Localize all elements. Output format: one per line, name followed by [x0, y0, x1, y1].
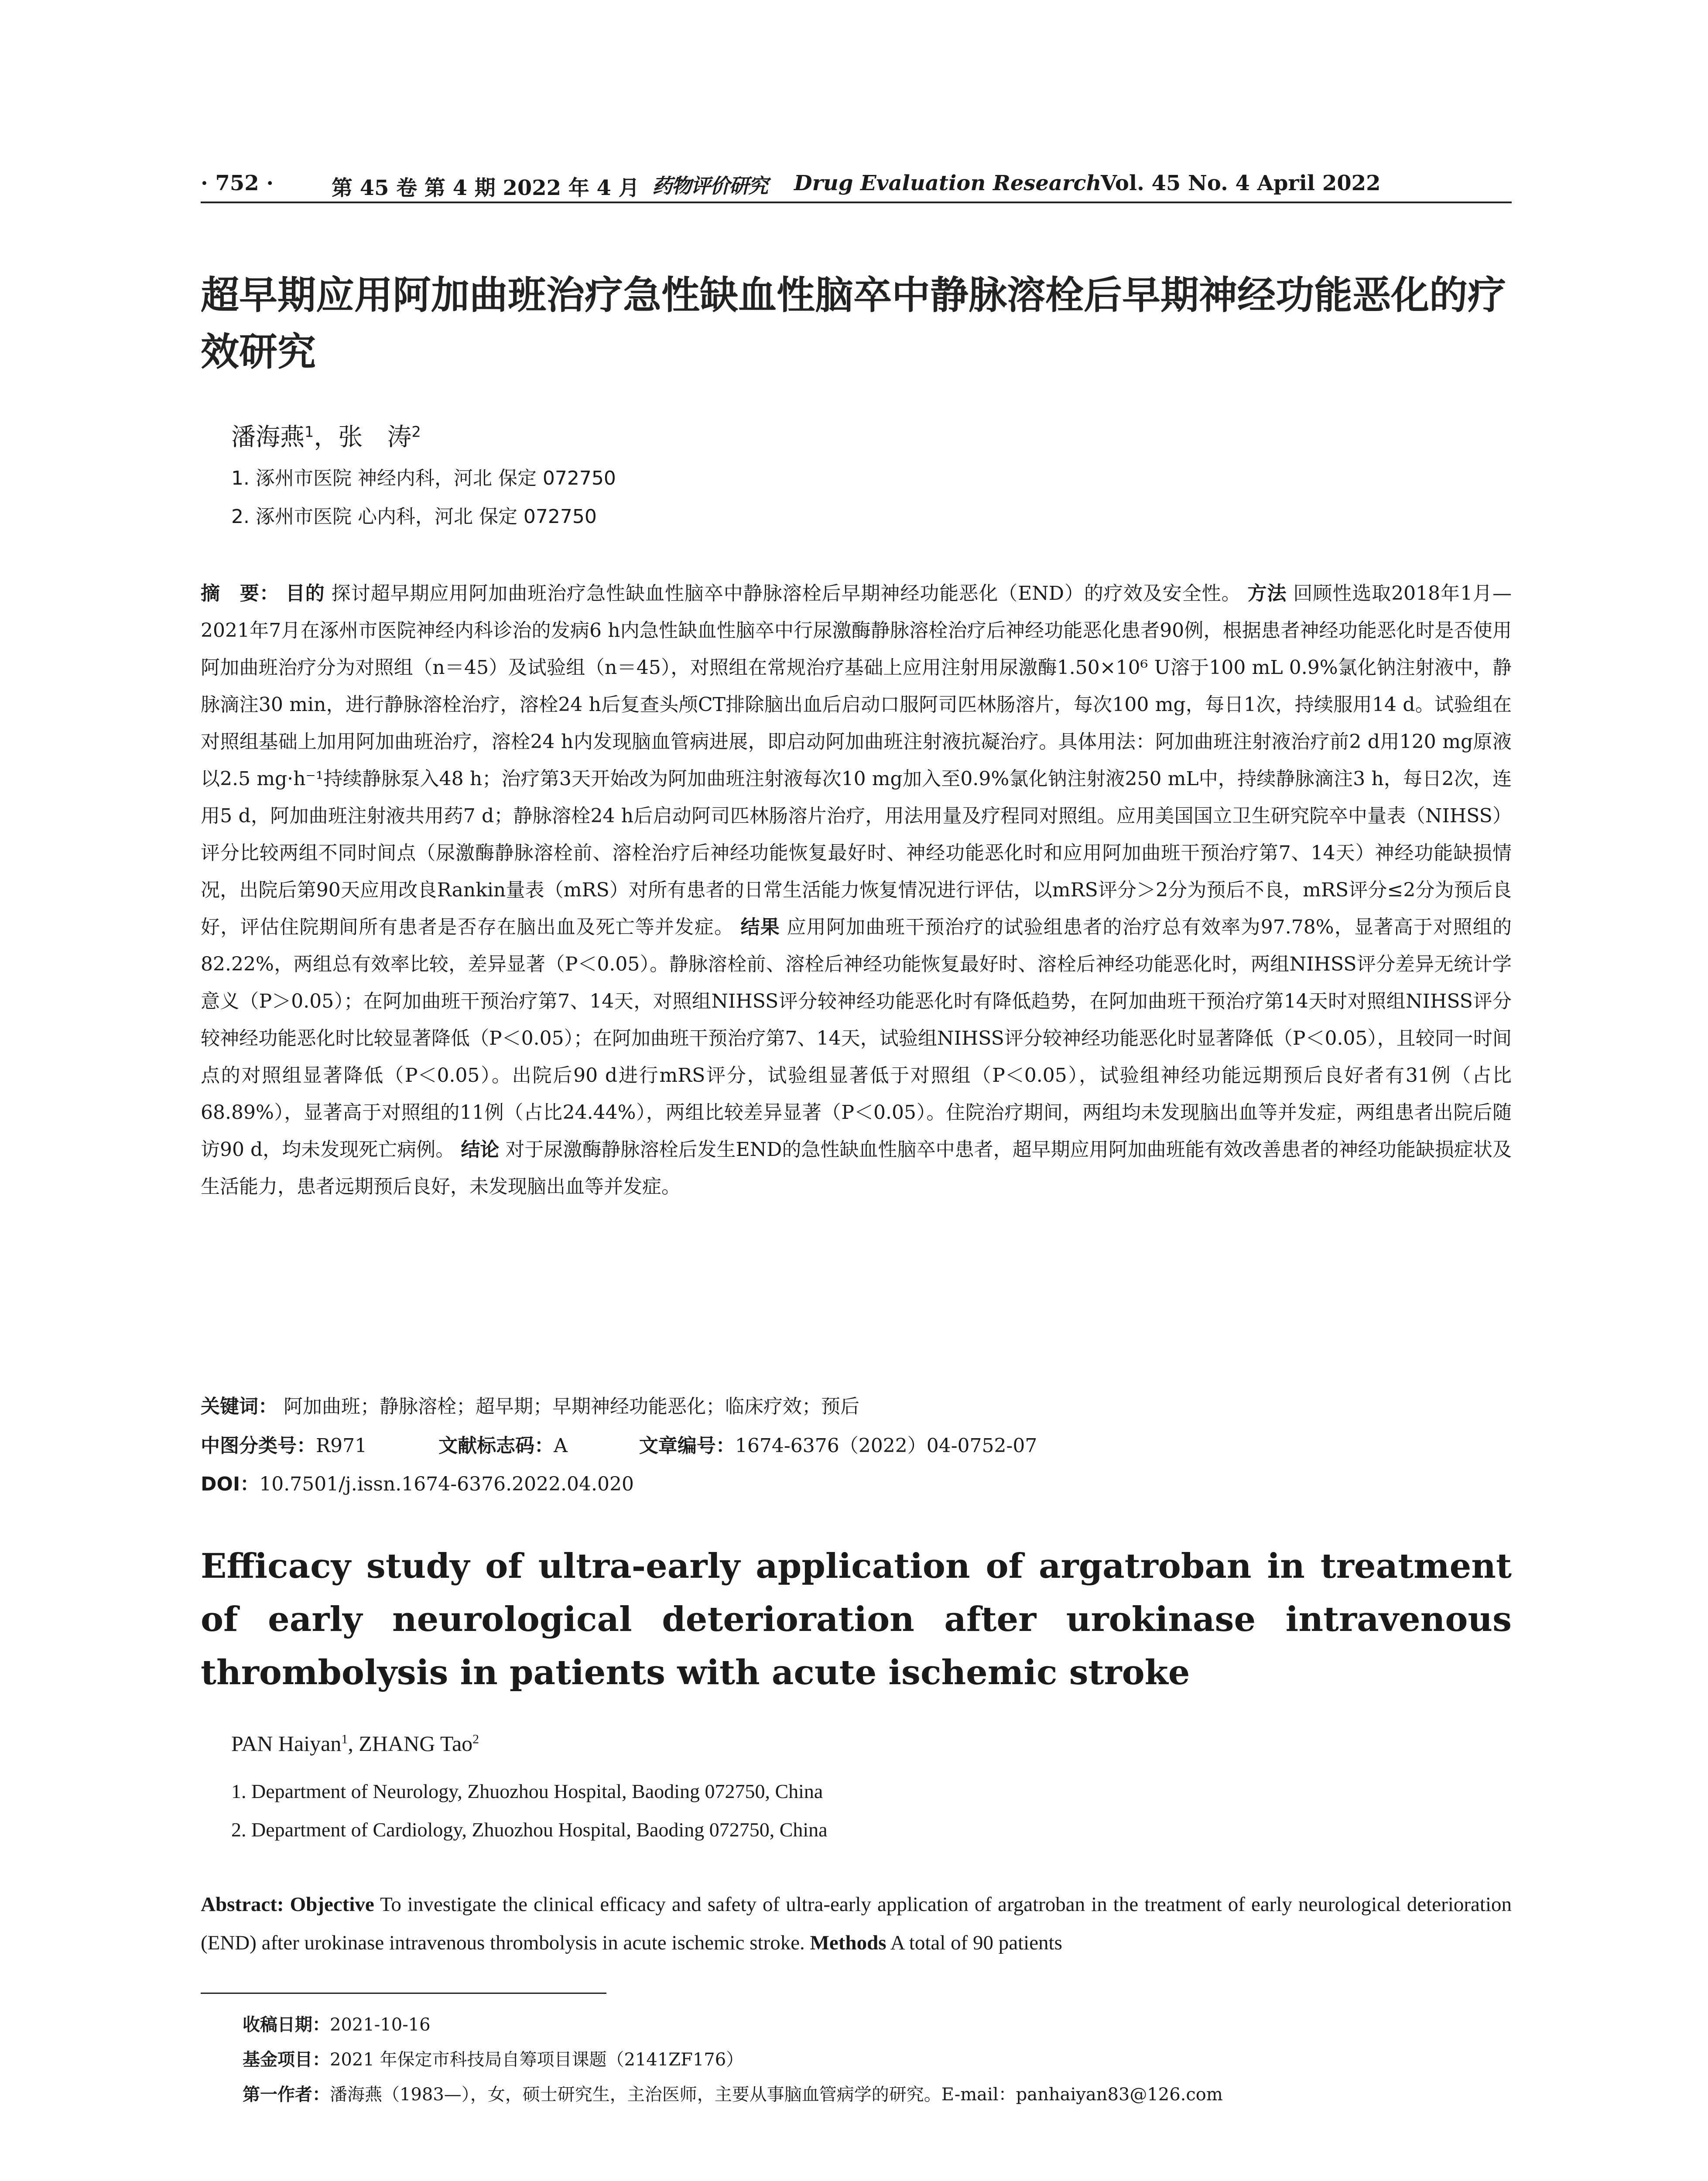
- objective-en: To investigate the clinical efficacy and safety of ultra-early application of argatroban in the treatment of early neurological deterioration (END) after urokinase intravenous thrombolysis in acute ischemic stroke.: [201, 1893, 1512, 1954]
- journal-page: [201, 0, 1512, 2181]
- doi-line: [201, 1468, 634, 1496]
- results-label-cn: 结果: [740, 916, 780, 938]
- keywords: 阿加曲班；静脉溶栓；超早期；早期神经功能恶化；临床疗效；预后: [284, 1395, 859, 1418]
- fund-label: 基金项目：: [243, 2050, 330, 2070]
- abstract-en: [201, 1885, 1512, 1962]
- header-rule: [201, 202, 1512, 203]
- author-1: 潘海燕: [231, 423, 305, 451]
- authors-en: PAN Haiyan$^1$, ZHANG Tao$^2$: [231, 1731, 479, 1756]
- footnote-received: [243, 2011, 431, 2036]
- abstract-label-cn: 摘 要：: [201, 582, 279, 605]
- objective-label-cn: 目的: [285, 582, 325, 605]
- issue-cn: 第 45 卷 第 4 期 2022 年 4 月: [332, 176, 640, 200]
- methods-cn: 回顾性选取2018年1月—2021年7月在涿州市医院神经内科诊治的发病6 h内急性缺血性脑卒中行尿激酶静脉溶栓治疗后神经功能恶化患者90例，根据患者神经功能恶化时是否使用阿加曲班治疗分为对照组（n＝45）及试验组（n＝45），对照组在常规治疗基础上应用注射用尿激酶1.50×10⁶ U溶于100 mL 0.9%氯化钠注射液中，静脉滴注30 min，进行静脉溶栓治疗，溶栓24 h后复查头颅CT排除脑出血后启动口服阿司匹林肠溶片，每次100 mg，每日1次，持续服用14 d。试验组在对照组基础上加用阿加曲班治疗，溶栓24 h内发现脑血管病进展，即启动阿加曲班注射液抗凝治疗。具体用法：阿加曲班注射液治疗前2 d用120 mg原液以2.5 mg·h⁻¹持续静脉泵入48 h；治疗第3天开始改为阿加曲班注射液每次10 mg加入至0.9%氯化钠注射液250 mL中，持续静脉滴注3 h，每日2次，连用5 d，阿加曲班注射液共用药7 d；静脉溶栓24 h后启动阿司匹林肠溶片治疗，用法用量及疗程同对照组。应用美国国立卫生研究院卒中量表（NIHSS）评分比较两组不同时间点（尿激酶静脉溶栓前、溶栓治疗后神经功能恢复最好时、神经功能恶化时和应用阿加曲班干预治疗第7、14天）神经功能缺损情况，出院后第90天应用改良Rankin量表（mRS）对所有患者的日常生活能力恢复情况进行评估，以mRS评分＞2分为预后不良，mRS评分≤2分为预后良好，评估住院期间所有患者是否存在脑出血及死亡等并发症。: [201, 582, 1512, 938]
- author-1-en: PAN Haiyan: [231, 1731, 342, 1756]
- conclusion-cn: 对于尿激酶静脉溶栓后发生END的急性缺血性脑卒中患者，超早期应用阿加曲班能有效改善患者的神经功能缺损症状及生活能力，患者远期预后良好，未发现脑出血等并发症。: [201, 1138, 1512, 1198]
- title-cn: 超早期应用阿加曲班治疗急性缺血性脑卒中静脉溶栓后早期神经功能恶化的疗效研究: [201, 273, 1506, 374]
- fund-text: 2021 年保定市科技局自筹项目课题（2141ZF176）: [330, 2050, 744, 2070]
- first-author-text: 潘海燕（1983—），女，硕士研究生，主治医师，主要从事脑血管病学的研究。E-mail：panhaiyan83@126.com: [330, 2085, 1223, 2105]
- footnote-author: [243, 2081, 1223, 2106]
- clc-code: R971: [316, 1435, 367, 1457]
- authors-cn: 潘海燕$^1$，张 涛$^2$: [231, 423, 421, 451]
- methods-label-en: Methods: [810, 1931, 887, 1954]
- title-en: Efficacy study of ultra-early application of argatroban in treatment of early neurological deterioration after urokinase intravenous thrombolysis in patients with acute ischemic stroke: [201, 1546, 1512, 1692]
- doi-label: DOI：: [201, 1473, 260, 1495]
- clc-label: 中图分类号：: [201, 1435, 316, 1457]
- doc-code: A: [554, 1435, 568, 1457]
- received-date: 2021-10-16: [330, 2015, 431, 2035]
- footnote-rule: [201, 1993, 606, 1994]
- methods-en: A total of 90 patients: [890, 1931, 1062, 1954]
- page-number: · 752 ·: [201, 171, 274, 195]
- footnote-fund: [243, 2046, 743, 2071]
- doc-code-label: 文献标志码：: [438, 1435, 554, 1457]
- issue-en: Vol. 45 No. 4 April 2022: [1101, 171, 1381, 195]
- abstract-cn: [201, 575, 1512, 1205]
- journal-name-en: Drug Evaluation Research: [794, 171, 1102, 195]
- journal-logo: 药物评价研究: [652, 174, 767, 198]
- running-header: [201, 168, 1512, 198]
- doi: 10.7501/j.issn.1674-6376.2022.04.020: [259, 1473, 634, 1495]
- keywords-line: [201, 1391, 859, 1419]
- affiliation-2-en: 2. Department of Cardiology, Zhuozhou Hospital, Baoding 072750, China: [231, 1819, 828, 1841]
- author-2-en: ZHANG Tao: [359, 1731, 473, 1756]
- article-no-label: 文章编号：: [639, 1435, 735, 1457]
- methods-label-cn: 方法: [1247, 582, 1287, 605]
- conclusion-label-cn: 结论: [461, 1138, 500, 1161]
- objective-cn: 探讨超早期应用阿加曲班治疗急性缺血性脑卒中静脉溶栓后早期神经功能恶化（END）的疗效及安全性。: [331, 582, 1241, 605]
- affiliation-1-en: 1. Department of Neurology, Zhuozhou Hospital, Baoding 072750, China: [231, 1780, 823, 1802]
- keywords-label: 关键词：: [201, 1395, 277, 1418]
- article-no: 1674-6376（2022）04-0752-07: [735, 1435, 1037, 1457]
- received-label: 收稿日期：: [243, 2015, 330, 2035]
- affiliation-2-cn: 2. 涿州市医院 心内科，河北 保定 072750: [231, 506, 597, 528]
- abstract-label-en: Abstract:: [201, 1893, 284, 1916]
- affiliation-1-cn: 1. 涿州市医院 神经内科，河北 保定 072750: [231, 467, 616, 489]
- classification-line: [201, 1430, 1037, 1458]
- author-2: 张 涛: [338, 423, 412, 451]
- results-cn: 应用阿加曲班干预治疗的试验组患者的治疗总有效率为97.78%，显著高于对照组的82.22%，两组总有效率比较，差异显著（P＜0.05）。静脉溶栓前、溶栓后神经功能恢复最好时、溶栓后神经功能恶化时，两组NIHSS评分差异无统计学意义（P＞0.05）；在阿加曲班干预治疗第7、14天，对照组NIHSS评分较神经功能恶化时有降低趋势，在阿加曲班干预治疗第14天时对照组NIHSS评分较神经功能恶化时比较显著降低（P＜0.05）；在阿加曲班干预治疗第7、14天，试验组NIHSS评分较神经功能恶化时显著降低（P＜0.05），且较同一时间点的对照组显著降低（P＜0.05）。出院后90 d进行mRS评分，试验组显著低于对照组（P＜0.05），试验组神经功能远期预后良好者有31例（占比68.89%），显著高于对照组的11例（占比24.44%），两组比较差异显著（P＜0.05）。住院治疗期间，两组均未发现脑出血等并发症，两组患者出院后随访90 d，均未发现死亡病例。: [201, 916, 1512, 1161]
- objective-label-en: Objective: [290, 1893, 374, 1916]
- first-author-label: 第一作者：: [243, 2085, 330, 2105]
